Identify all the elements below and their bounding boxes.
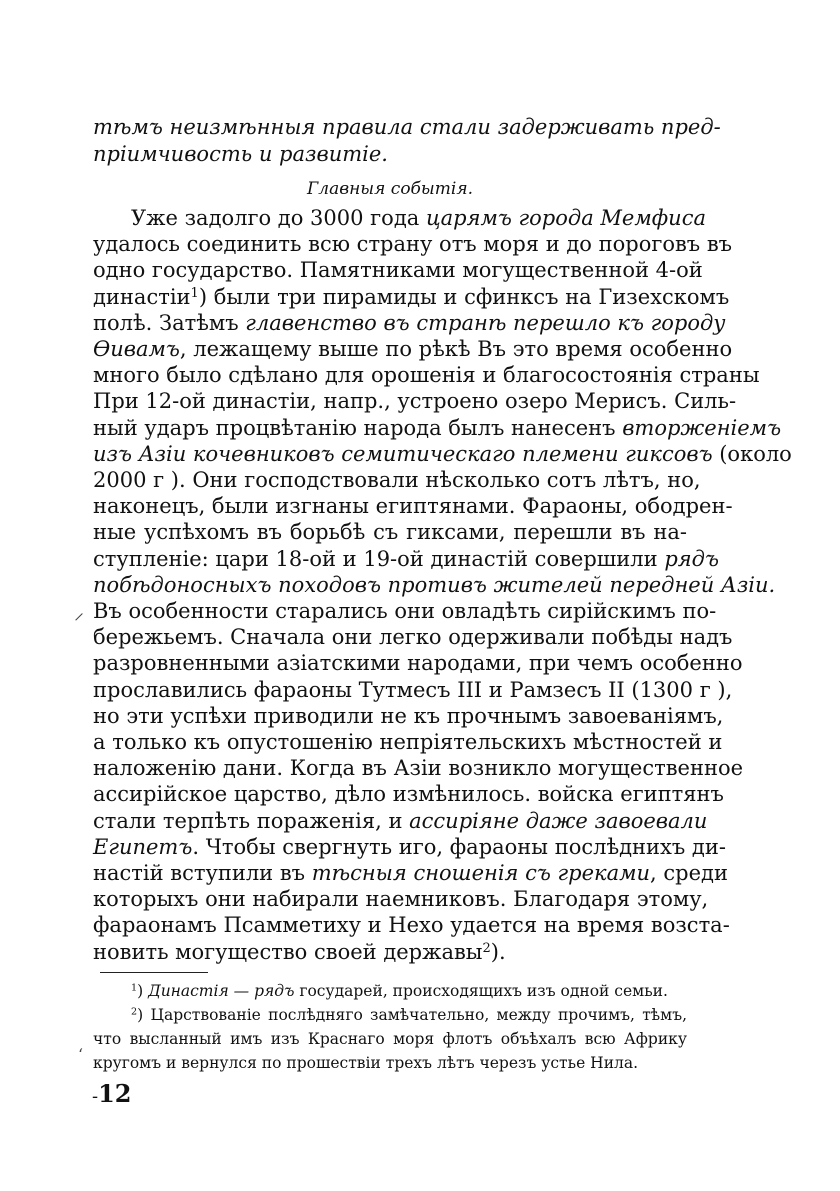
footnote [93,980,687,1002]
body-line [93,388,737,414]
body-text: (около [712,441,792,466]
body-text: 2000 г ). Они господствовали нѣсколько сотъ лѣтъ, но, [93,468,701,492]
body-line [93,231,733,257]
body-italic-text: изъ Азіи кочевниковъ семитическаго племени гиксовъ [93,441,713,466]
body-line [93,467,701,493]
body-line [93,284,730,310]
body-text: прославились фараоны Тутмесъ III и Рамзесъ II (1300 г ), [93,677,733,702]
section-heading: Главныя событія. [306,179,473,199]
body-italic-text: ассиріяне даже завоевали [409,808,708,833]
body-text: Уже задолго до 3000 года [131,206,426,230]
body-text: ) были три пирамиды и сфинксъ на Гизехскомъ [198,284,730,309]
body-text: настій вступили въ [93,861,312,885]
body-text: а только къ опустошенію непріятельскихъ мѣстностей и [93,730,723,754]
body-line [93,886,709,912]
body-text: бережьемъ. Сначала они легко одерживали побѣды надъ [93,625,733,650]
footnote-paren: ) [137,1006,151,1024]
body-line [93,257,703,283]
body-text: Въ особенности старались они овладѣть сирійскимъ по- [93,599,717,623]
body-line [93,677,733,703]
body-text: При 12-ой династіи, напр., устроено озеро Мерисъ. Силь- [93,389,737,414]
body-text: наконецъ, были изгнаны египтянами. Фараоны, ободрен- [93,494,733,519]
footnote-italic-text: Династія — рядъ [148,982,295,1000]
body-line [93,362,760,388]
body-line [93,415,782,441]
footnote-continuation: что высланный имъ изъ Краснаго моря флотъ объѣхалъ всю Африку [93,1030,687,1048]
body-line [93,519,687,545]
body-line [93,441,792,467]
body-line [93,336,733,362]
footnote-ref: 2 [482,940,491,956]
body-line [93,598,717,624]
footnote [93,1004,687,1026]
body-line [93,624,733,650]
body-text: много было сдѣлано для орошенія и благосостоянія страны [93,363,760,388]
body-text: полѣ. Затѣмъ [93,310,246,335]
body-text: династіи [93,284,191,309]
body-line [93,572,776,598]
body-text: ные успѣхомъ въ борьбѣ съ гиксами, перешли въ на- [93,520,687,545]
body-line [93,860,728,886]
page-number: -12 [92,1079,132,1108]
margin-mark: ⸝ [74,600,84,624]
body-text: которыхъ они набирали наемниковъ. Благодаря этому, [93,887,709,912]
body-italic-text: вторженіемъ [622,415,782,440]
body-italic-text: главенство въ странѣ перешло къ городу [245,310,726,335]
body-text: ный ударъ процвѣтанію народа былъ нанесенъ [93,415,623,440]
body-text: ступленіе: цари 18-ой и 19-ой династій совершили [93,546,665,571]
body-line [93,939,687,965]
body-line [93,834,726,860]
body-line [93,781,724,807]
carry-over-line-2: пріимчивость и развитіе. [93,142,388,166]
footnote-continuation: кругомъ и вернулся по прошествіи трехъ лѣтъ черезъ устье Нила. [93,1054,639,1072]
footnote-text: государей, происходящихъ изъ одной семьи. [294,982,668,1000]
body-line [93,546,719,572]
body-line [93,493,733,519]
body-line [93,310,726,336]
body-italic-text: рядъ [664,546,719,571]
body-text: наложенію дани. Когда въ Азіи возникло могущественное [93,756,744,781]
body-text: но эти успѣхи приводили не къ прочнымъ завоеваніямъ, [93,703,724,728]
body-italic-text: Египетъ [93,834,193,859]
body-line [93,650,743,676]
body-line [93,755,744,781]
body-text: новить могущество своей державы [93,939,483,964]
footnote-paren: ) [137,982,149,1000]
body-line [93,912,730,938]
body-text: удалось соединить всю страну отъ моря и до пороговъ въ [93,232,733,257]
body-text: ). [490,939,506,964]
footnote-mark: 1 [131,982,138,994]
body-text: одно государство. Памятниками могущественной 4-ой [93,258,703,283]
body-text: . Чтобы свергнуть иго, фараоны послѣднихъ ди- [192,834,726,859]
body-line [93,808,708,834]
footnote-ref: 1 [190,285,199,301]
carry-over-line-1: тѣмъ неизмѣнныя правила стали задерживать пред- [93,115,721,139]
body-text: , среди [650,861,728,885]
body-text: ассирійское царство, дѣло измѣнилось. войска египтянъ [93,782,724,807]
body-line [93,205,706,231]
body-text: , лежащему выше по рѣкѣ Въ это время особенно [179,337,733,361]
margin-mark: ‘ [78,1045,84,1064]
footnote-mark: 2 [131,1006,138,1018]
body-text: разровненными азіатскими народами, при чемъ особенно [93,651,743,676]
body-line [93,703,724,729]
body-line [93,729,723,755]
body-italic-text: побѣдоносныхъ походовъ противъ жителей передней Азіи. [93,572,776,597]
body-italic-text: Ѳивамъ [93,337,180,361]
body-italic-text: тѣсныя сношенія съ греками [311,861,651,885]
body-text: стали терпѣть пораженія, и [93,808,410,833]
footnote-rule [100,972,208,973]
body-italic-text: царямъ города Мемфиса [425,206,706,230]
footnote-text: Царствованіе послѣдняго замѣчательно, между прочимъ, тѣмъ, [150,1006,687,1024]
body-text: фараонамъ Псамметиху и Нехо удается на время возста- [93,913,730,938]
